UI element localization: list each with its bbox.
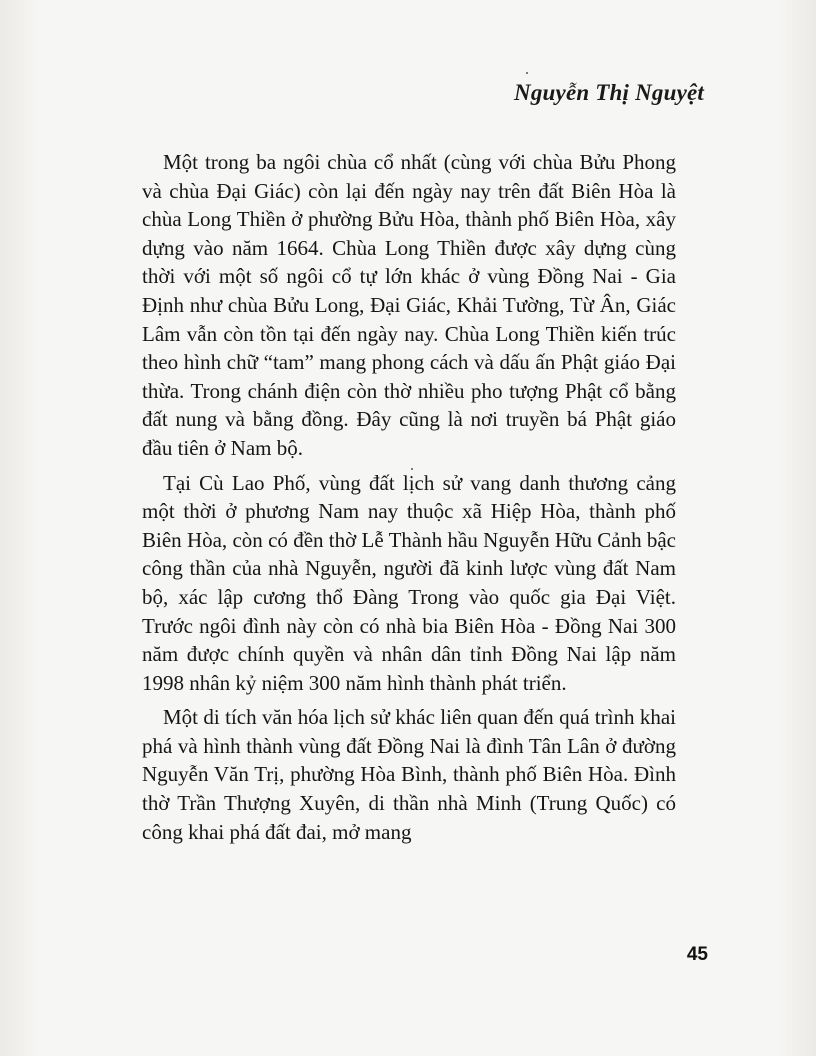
paragraph-long-thien-pagoda: Một trong ba ngôi chùa cổ nhất (cùng với chùa Bửu Phong và chùa Đại Giác) còn lại đến ngày nay trên đất Biên Hòa là chùa Long Thiền ở phường Bửu Hòa, thành phố Biên Hòa, xây dựng vào năm 1664. Chùa Long Thiền được xây dựng cùng thời với một số ngôi cổ tự lớn khác ở vùng Đồng Nai - Gia Định như chùa Bửu Long, Đại Giác, Khải Tường, Từ Ân, Giác Lâm vẫn còn tồn tại đến ngày nay. Chùa Long Thiền kiến trúc theo hình chữ “tam” mang phong cách và dấu ấn Phật giáo Đại thừa. Trong chánh điện còn thờ nhiều pho tượng Phật cổ bằng đất nung và bằng đồng. Đây cũng là nơi truyền bá Phật giáo đầu tiên ở Nam bộ.: [142, 150, 676, 460]
running-header-author: Nguyễn Thị Nguyệt: [514, 80, 704, 105]
paragraph-cu-lao-pho: Tại Cù Lao Phố, vùng đất lịch sử vang danh thương cảng một thời ở phương Nam nay thuộc xã Hiệp Hòa, thành phố Biên Hòa, còn có đền thờ Lễ Thành hầu Nguyễn Hữu Cảnh bậc công thần của nhà Nguyễn, người đã kinh lược vùng đất Nam bộ, xác lập cương thổ Đàng Trong vào quốc gia Đại Việt. Trước ngôi đình này còn có nhà bia Biên Hòa - Đồng Nai 300 năm được chính quyền và nhân dân tỉnh Đồng Nai lập năm 1998 nhân kỷ niệm 300 năm hình thành phát triển.: [142, 470, 676, 695]
body-text: [142, 148, 676, 852]
print-speck: [526, 72, 528, 74]
paragraph-tan-lan-communal-house: Một di tích văn hóa lịch sử khác liên quan đến quá trình khai phá và hình thành vùng đất Đồng Nai là đình Tân Lân ở đường Nguyễn Văn Trị, phường Hòa Bình, thành phố Biên Hòa. Đình thờ Trần Thượng Xuyên, di thần nhà Minh (Trung Quốc) có công khai phá đất đai, mở mang: [142, 705, 676, 844]
page-number: 45: [686, 944, 708, 965]
